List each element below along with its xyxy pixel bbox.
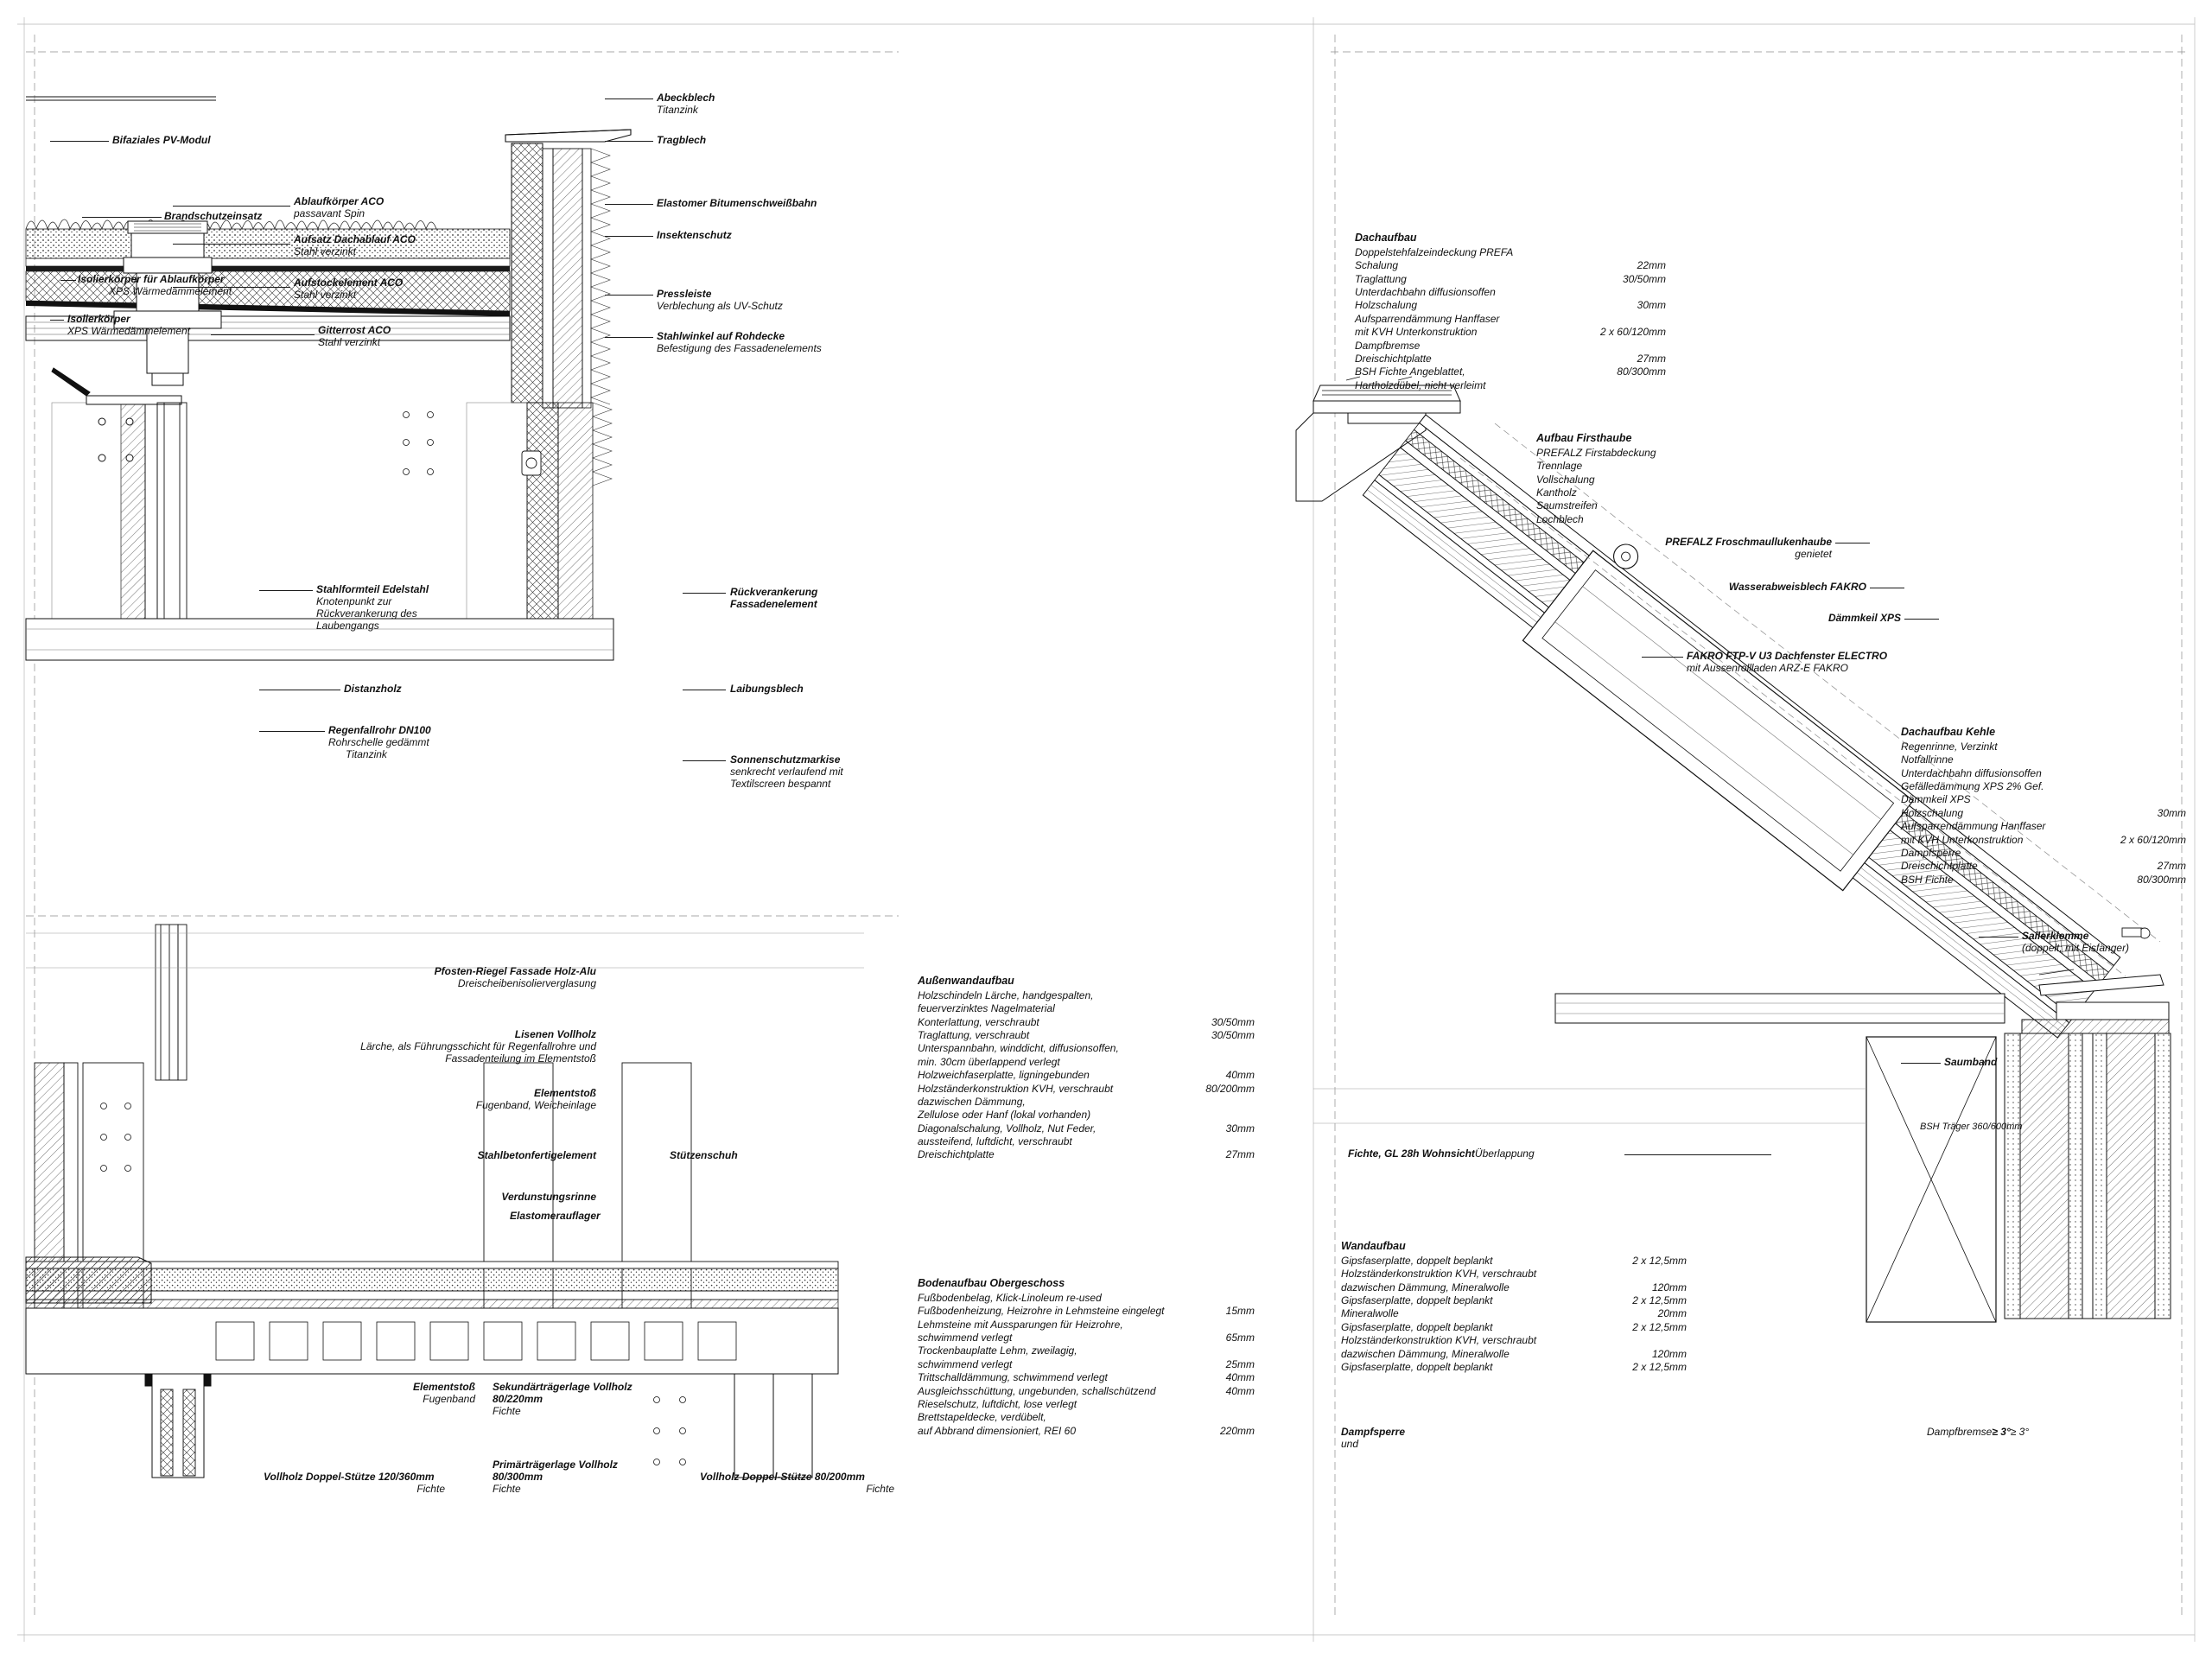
spec-row <box>918 989 1255 1002</box>
spec-row-text: Dampfbremse <box>1355 339 1421 352</box>
label-abdeckblech-sub: Titanzink <box>657 104 698 116</box>
label-sailerklemme-sub: (doppelt; mit Eisfänger) <box>2022 942 2130 954</box>
label-elementstoss-1: Elementstoß <box>533 1087 596 1099</box>
spec-row <box>1536 460 1744 473</box>
label-fakro-dachfenster: FAKRO FTP-V U3 Dachfenster ELECTRO <box>1687 650 1888 662</box>
spec-row <box>1341 1361 1687 1374</box>
spec-row-text: Gipsfaserplatte, doppelt beplankt <box>1341 1255 1493 1267</box>
spec-row-text: Gipsfaserplatte, doppelt beplankt <box>1341 1294 1493 1307</box>
leader-aufstock <box>173 287 290 288</box>
detail-floor-facade <box>0 916 950 1538</box>
spec-row-text: Gipsfaserplatte, doppelt beplankt <box>1341 1360 1493 1373</box>
spec-row-text: Mineralwolle <box>1341 1307 1399 1320</box>
leader-rueck <box>683 593 726 594</box>
spec-row <box>1355 273 1666 286</box>
spec-row <box>1341 1321 1687 1334</box>
leader-stahlformteil <box>259 590 313 591</box>
leader-pv <box>50 141 109 142</box>
spec-firsthaube <box>1536 432 1744 526</box>
spec-row-text: Hartholzdübel, nicht verleimt <box>1355 378 1486 391</box>
spec-row-value: 80/200mm <box>1205 1082 1255 1095</box>
spec-row-text: schwimmend verlegt <box>918 1357 1013 1370</box>
spec-row-text: Holzweichfaserplatte, ligningebunden <box>918 1069 1090 1082</box>
spec-row-value: 30/50mm <box>1211 1029 1255 1042</box>
spec-row <box>918 1056 1255 1069</box>
spec-row-text: Zellulose oder Hanf (lokal vorhanden) <box>918 1109 1091 1122</box>
label-elastomerauflager: Elastomerauflager <box>510 1210 601 1222</box>
spec-row <box>1355 313 1666 326</box>
spec-row-text: dazwischen Dämmung, Mineralwolle <box>1341 1281 1510 1294</box>
label-sekundaertraegerlage: Sekundärträgerlage Vollholz <box>493 1381 632 1393</box>
label-stahlformteil-edelstahl-sub2: Rückverankerung des <box>316 607 417 620</box>
leader-sailerklemme <box>1979 937 2018 938</box>
label-daemmkeil-xps: Dämmkeil XPS <box>1827 612 1901 624</box>
spec-title-dachaufbau-kehle: Dachaufbau Kehle <box>1901 726 1996 738</box>
spec-row-value: 2 x 12,5mm <box>1632 1320 1687 1333</box>
label-elementstoss-2: Elementstoß <box>412 1381 475 1393</box>
spec-row-value: 15mm <box>1225 1305 1255 1318</box>
label-pressleiste: Pressleiste <box>657 288 712 300</box>
label-bsh-traeger: Dampfsperre <box>1341 1426 1406 1438</box>
spec-row-value: 120mm <box>1651 1281 1687 1294</box>
spec-row-text: schwimmend verlegt <box>918 1332 1013 1344</box>
spec-row-text: Brettstapeldecke, verdübelt, <box>918 1411 1046 1424</box>
label-abdeckblech: Abeckblech <box>657 92 715 104</box>
leader-fakro <box>1642 657 1683 658</box>
spec-wandaufbau <box>1341 1240 1687 1374</box>
spec-row <box>1901 753 2186 766</box>
spec-row <box>1901 741 2186 753</box>
spec-row <box>1355 326 1666 339</box>
spec-row-text: Fußbodenbelag, Klick-Linoleum re-used <box>918 1292 1102 1304</box>
label-aufstockelement-aco: Aufstockelement ACO <box>294 276 404 289</box>
label-sonnenschutzmarkise: Sonnenschutzmarkise <box>730 753 841 766</box>
leader-daemmkeil <box>1904 619 1939 620</box>
spec-row <box>1341 1348 1687 1361</box>
label-regenfallrohr-sub1: Rohrschelle gedämmt <box>328 736 429 748</box>
label-pressleiste-sub: Verblechung als UV-Schutz <box>657 300 783 312</box>
spec-row-text: Holzständerkonstruktion KVH, verschraubt <box>1341 1268 1537 1281</box>
spec-row <box>1355 246 1666 259</box>
spec-row-text: Vollschalung <box>1536 473 1595 486</box>
spec-row-text: Holzschindeln Lärche, handgespalten, <box>918 989 1094 1001</box>
spec-row-value: 40mm <box>1225 1384 1255 1397</box>
spec-row <box>1341 1268 1687 1281</box>
spec-title-firsthaube: Aufbau Firsthaube <box>1536 432 1632 444</box>
spec-row-value: 30mm <box>2157 806 2186 819</box>
spec-row <box>1901 780 2186 793</box>
spec-row <box>918 1425 1255 1438</box>
leader-iso1 <box>60 280 76 281</box>
spec-row <box>1901 834 2186 847</box>
spec-title-wandaufbau: Wandaufbau <box>1341 1240 1406 1252</box>
leader-bsp <box>1624 1154 1771 1155</box>
label-bifaziales-pv-modul: Bifaziales PV-Modul <box>112 134 211 146</box>
label-lisenen-vollholz: Lisenen Vollholz <box>514 1028 596 1040</box>
spec-row <box>1355 299 1666 312</box>
label-pfosten-riegel-fassade: Pfosten-Riegel Fassade Holz-Alu <box>434 965 596 977</box>
spec-row <box>1901 874 2186 887</box>
spec-row-text: Ausgleichsschüttung, ungebunden, schallschützend <box>918 1384 1156 1397</box>
label-stahlformteil-edelstahl: Stahlformteil Edelstahl <box>316 583 429 595</box>
spec-row-value: 30/50mm <box>1211 1015 1255 1028</box>
label-aufstockelement-aco-sub: Stahl verzinkt <box>294 289 357 301</box>
spec-row-text: Holzschalung <box>1355 299 1418 312</box>
spec-row-text: Dreischichtplatte <box>1901 860 1978 873</box>
spec-row-text: Gefälledämmung XPS 2% Gef. <box>1901 780 2044 793</box>
label-primaertraegerlage-sub2: Fichte <box>493 1483 521 1495</box>
label-bsp-60-platte-normal: Überlappung <box>1474 1147 1535 1160</box>
label-lisenen-vollholz-sub2: Fassadenteilung im Elementstoß <box>445 1052 596 1065</box>
spec-row <box>1341 1334 1687 1347</box>
spec-row-text: Unterdachbahn diffusionsoffen <box>1355 286 1496 299</box>
label-stahlformteil-edelstahl-sub3: Laubengangs <box>316 620 379 632</box>
spec-dachaufbau-kehle <box>1901 726 2186 887</box>
spec-row-text: Holzschalung <box>1901 806 1964 819</box>
spec-row-value: 27mm <box>2157 860 2186 873</box>
label-vollholz-doppel-stuetze-120: Vollholz Doppel-Stütze 120/360mm <box>264 1471 435 1483</box>
label-bsp-60-platte <box>1348 1147 1535 1160</box>
spec-row-value: 120mm <box>1651 1347 1687 1360</box>
spec-row-text: PREFALZ Firstabdeckung <box>1536 447 1656 459</box>
label-bsh-traeger-sub: und <box>1341 1438 1359 1450</box>
spec-row <box>918 1411 1255 1424</box>
spec-row <box>918 1385 1255 1398</box>
spec-row-text: dazwischen Dämmung, Mineralwolle <box>1341 1347 1510 1360</box>
spec-row-text: Dreischichtplatte <box>918 1148 995 1161</box>
label-ablaufkoerper-aco: Ablaufkörper ACO <box>294 195 385 207</box>
label-sekundaertraegerlage-sub1: 80/220mm <box>493 1393 543 1405</box>
label-tragblech: Tragblech <box>657 134 707 146</box>
label-rueckverankerung: Rückverankerung <box>730 586 818 598</box>
spec-row-value: 30mm <box>1225 1122 1255 1135</box>
spec-row-text: mit KVH Unterkonstruktion <box>1355 326 1478 339</box>
spec-row <box>1536 499 1744 512</box>
label-bsp-60-platte-bold: Fichte, GL 28h Wohnsicht <box>1348 1147 1475 1160</box>
label-prefalz-froschmaullukenhaube: PREFALZ Froschmaullukenhaube <box>1665 536 1832 548</box>
leader-ablaufkoerper <box>173 206 290 207</box>
spec-row-value: 25mm <box>1225 1357 1255 1370</box>
leader-gitterrost <box>211 334 315 335</box>
label-stahlwinkel-auf-rohdecke-sub: Befestigung des Fassadenelements <box>657 342 822 354</box>
spec-row <box>918 1122 1255 1135</box>
spec-row-text: BSH Fichte <box>1901 873 1954 886</box>
leader-tragblech <box>605 141 653 142</box>
spec-row-text: Trennlage <box>1536 460 1583 473</box>
spec-row-text: Holzständerkonstruktion KVH, verschraubt <box>918 1082 1114 1095</box>
label-sonnenschutzmarkise-sub1: senkrecht verlaufend mit <box>730 766 843 778</box>
spec-row <box>1536 486 1744 499</box>
spec-row-text: Gipsfaserplatte, doppelt beplankt <box>1341 1320 1493 1333</box>
spec-row <box>1355 353 1666 365</box>
spec-row-text: Dämmkeil XPS <box>1901 793 1971 806</box>
spec-row <box>1536 474 1744 486</box>
spec-row-text: Dreischichtplatte <box>1355 352 1432 365</box>
spec-row-text: mit KVH Unterkonstruktion <box>1901 833 2024 846</box>
spec-row <box>918 1029 1255 1042</box>
spec-row-text: Unterdachbahn diffusionsoffen <box>1901 766 2042 779</box>
label-ablaufkoerper-aco-sub: passavant Spin <box>294 207 365 219</box>
label-sailerklemme: Sailerklemme <box>2022 930 2089 942</box>
spec-row <box>1341 1281 1687 1294</box>
label-isolierkoerper-fuer-ablaufkoerper-sub: XPS Wärmedämmelement <box>109 285 232 297</box>
label-regenfallrohr: Regenfallrohr DN100 <box>328 724 431 736</box>
label-stuetzenschuh: Stützenschuh <box>670 1149 738 1161</box>
label-lisenen-vollholz-sub1: Lärche, als Führungsschicht für Regenfallrohre und <box>360 1040 596 1052</box>
spec-row <box>918 1096 1255 1109</box>
spec-row-value: 2 x 12,5mm <box>1632 1255 1687 1267</box>
spec-row <box>1901 847 2186 860</box>
label-distanzholz: Distanzholz <box>344 683 402 695</box>
label-ueberlappung <box>1927 1426 2029 1438</box>
spec-row <box>918 1344 1255 1357</box>
label-prefalz-froschmaullukenhaube-sub: genietet <box>1795 548 1832 560</box>
leader-iso2 <box>50 320 64 321</box>
spec-row <box>918 1148 1255 1161</box>
label-stahlformteil-edelstahl-sub1: Knotenpunkt zur <box>316 595 392 607</box>
spec-row-text: Saumstreifen <box>1536 499 1598 512</box>
spec-row-text: BSH Fichte Angeblattet, <box>1355 365 1465 378</box>
leader-stahlwinkel <box>605 337 653 338</box>
spec-dachaufbau <box>1355 232 1666 392</box>
spec-row-text: feuerverzinktes Nagelmaterial <box>918 1002 1055 1015</box>
label-gitterrost-aco-sub: Stahl verzinkt <box>318 336 381 348</box>
label-elementstoss-1-sub: Fugenband, Weicheinlage <box>475 1099 596 1111</box>
spec-row <box>1536 447 1744 460</box>
spec-row-value: 2 x 60/120mm <box>2120 833 2186 846</box>
spec-row-text: Regenrinne, Verzinkt <box>1901 741 1998 753</box>
spec-title-bodenaufbau: Bodenaufbau Obergeschoss <box>918 1277 1065 1289</box>
spec-row-value: 22mm <box>1637 259 1666 272</box>
label-insektenschutz: Insektenschutz <box>657 229 732 241</box>
leader-pressleiste <box>605 295 653 296</box>
spec-row-text: Diagonalschalung, Vollholz, Nut Feder, <box>918 1122 1096 1135</box>
spec-row <box>918 1002 1255 1015</box>
spec-row-text: auf Abbrand dimensioniert, REI 60 <box>918 1424 1076 1437</box>
spec-row <box>1355 286 1666 299</box>
detail-roof-ridge-valley <box>1296 328 2212 1624</box>
spec-row <box>1341 1307 1687 1320</box>
leader-markise <box>683 760 726 761</box>
label-elementstoss-2-sub: Fugenband <box>423 1393 475 1405</box>
spec-row-text: Kantholz <box>1536 486 1577 499</box>
spec-row-value: 27mm <box>1637 352 1666 365</box>
spec-row-text: Aufsparrendämmung Hanffaser <box>1355 312 1500 325</box>
label-sonnenschutzmarkise-sub2: Textilscreen bespannt <box>730 778 831 790</box>
spec-row-text: aussteifend, luftdicht, verschraubt <box>918 1135 1072 1147</box>
spec-bodenaufbau <box>918 1277 1255 1438</box>
spec-row-text: Doppelstehfalzeindeckung PREFA <box>1355 246 1514 258</box>
spec-row-text: Trittschalldämmung, schwimmend verlegt <box>918 1371 1108 1384</box>
label-isolierkoerper-fuer-ablaufkoerper: Isolierkörper für Ablaufkörper <box>78 273 225 285</box>
spec-title-dachaufbau: Dachaufbau <box>1355 232 1417 244</box>
spec-row <box>918 1319 1255 1332</box>
label-primaertraegerlage-sub1: 80/300mm <box>493 1471 543 1483</box>
spec-row-value: 220mm <box>1219 1424 1255 1437</box>
spec-row <box>1341 1255 1687 1268</box>
label-sekundaertraegerlage-sub2: Fichte <box>493 1405 521 1417</box>
spec-row-text: Schalung <box>1355 259 1399 272</box>
spec-row <box>1536 513 1744 526</box>
spec-row <box>918 1305 1255 1318</box>
leader-insekten <box>605 236 653 237</box>
label-primaertraegerlage: Primärträgerlage Vollholz <box>493 1459 618 1471</box>
spec-row-value: 30/50mm <box>1622 272 1666 285</box>
label-rueckverankerung-sub: Fassadenelement <box>730 598 817 610</box>
leader-regenfallrohr <box>259 731 325 732</box>
spec-row <box>1355 259 1666 272</box>
spec-row-text: Aufsparrendämmung Hanffaser <box>1901 820 2046 833</box>
label-vollholz-doppel-stuetze-80: Vollholz Doppel-Stütze 80/200mm <box>700 1471 865 1483</box>
spec-row-text: Rieselschutz, luftdicht, lose verlegt <box>918 1397 1077 1410</box>
label-saumband: Saumband <box>1944 1056 1998 1068</box>
spec-row-value: 27mm <box>1225 1148 1255 1161</box>
spec-row-text: Lehmsteine mit Aussparungen für Heizrohre, <box>918 1318 1123 1331</box>
ueberlappung-part-b: ≥ 3° <box>1992 1426 2011 1438</box>
spec-row <box>918 1332 1255 1344</box>
spec-row-text: Fußbodenheizung, Heizrohre in Lehmsteine eingelegt <box>918 1305 1165 1318</box>
spec-row-value: 80/300mm <box>2137 873 2186 886</box>
spec-row <box>1901 793 2186 806</box>
spec-row <box>1355 365 1666 378</box>
spec-row-value: 20mm <box>1657 1307 1687 1320</box>
spec-title-aussenwandaufbau: Außenwandaufbau <box>918 975 1014 987</box>
spec-row-value: 65mm <box>1225 1332 1255 1344</box>
leader-aufsatz <box>173 244 290 245</box>
spec-row-text: dazwischen Dämmung, <box>918 1095 1026 1108</box>
spec-row-text: Trockenbauplatte Lehm, zweilagig, <box>918 1344 1077 1357</box>
spec-row <box>918 1292 1255 1305</box>
spec-row <box>1901 860 2186 873</box>
spec-row <box>918 1135 1255 1148</box>
spec-row-text: Unterspannbahn, winddicht, diffusionsoffen, <box>918 1042 1119 1055</box>
ueberlappung-part-c: ≥ 3° <box>2010 1426 2030 1438</box>
spec-row-value: 2 x 12,5mm <box>1632 1360 1687 1373</box>
label-pfosten-riegel-fassade-sub: Dreischeibenisolierverglasung <box>457 977 596 989</box>
spec-row <box>1901 767 2186 780</box>
label-verdunstungsrinne: Verdunstungsrinne <box>501 1191 596 1203</box>
spec-row-text: Traglattung, verschraubt <box>918 1029 1030 1042</box>
label-aufsatz-dachablauf-aco: Aufsatz Dachablauf ACO <box>294 233 416 245</box>
label-isolierkoerper-sub: XPS Wärmedämmelement <box>67 325 191 337</box>
spec-row-text: min. 30cm überlappend verlegt <box>918 1055 1060 1068</box>
label-gefaelle: BSH Träger 360/600mm <box>1920 1122 2023 1132</box>
spec-row <box>918 1109 1255 1122</box>
spec-row-text: Dampfsperre <box>1901 846 1961 859</box>
spec-row-text: Lochblech <box>1536 512 1584 525</box>
spec-aussenwandaufbau <box>918 975 1255 1162</box>
spec-row <box>918 1358 1255 1371</box>
label-vollholz-doppel-stuetze-80-sub: Fichte <box>866 1483 894 1495</box>
label-regenfallrohr-sub2: Titanzink <box>346 748 387 760</box>
spec-row <box>918 1016 1255 1029</box>
spec-row <box>918 1069 1255 1082</box>
spec-row <box>918 1083 1255 1096</box>
label-vollholz-doppel-stuetze-120-sub: Fichte <box>416 1483 445 1495</box>
label-fakro-dachfenster-sub: mit Aussenrollladen ARZ-E FAKRO <box>1687 662 1848 674</box>
spec-row-value: 2 x 12,5mm <box>1632 1294 1687 1307</box>
leader-bitumen <box>605 204 653 205</box>
spec-row <box>1341 1294 1687 1307</box>
spec-row-value: 80/300mm <box>1617 365 1666 378</box>
label-brandschutzeinsatz: Brandschutzeinsatz <box>164 210 263 222</box>
label-aufsatz-dachablauf-aco-sub: Stahl verzinkt <box>294 245 357 257</box>
spec-row-value: 40mm <box>1225 1371 1255 1384</box>
spec-row <box>1901 820 2186 833</box>
spec-row <box>1355 340 1666 353</box>
spec-row <box>918 1371 1255 1384</box>
spec-row <box>918 1042 1255 1055</box>
label-elastomer-bitumenschweissbahn: Elastomer Bitumenschweißbahn <box>657 197 817 209</box>
spec-row-text: Traglattung <box>1355 272 1407 285</box>
spec-row <box>918 1398 1255 1411</box>
spec-row <box>1355 379 1666 392</box>
leader-brandschutz <box>82 217 162 218</box>
spec-row-text: Notfallrinne <box>1901 753 1954 766</box>
ueberlappung-part-a: Dampfbremse <box>1927 1426 1993 1438</box>
spec-row <box>1901 807 2186 820</box>
spec-row-text: Konterlattung, verschraubt <box>918 1015 1039 1028</box>
spec-row-value: 40mm <box>1225 1069 1255 1082</box>
label-isolierkoerper: Isolierkörper <box>67 313 130 325</box>
leader-saumband <box>1901 1063 1941 1064</box>
label-stahlbetonfertigelement: Stahlbetonfertigelement <box>477 1149 596 1161</box>
label-wasserabweisblech-fakro: Wasserabweisblech FAKRO <box>1728 581 1866 593</box>
spec-row-text: Holzständerkonstruktion KVH, verschraubt <box>1341 1334 1537 1347</box>
spec-row-value: 30mm <box>1637 299 1666 312</box>
label-stahlwinkel-auf-rohdecke: Stahlwinkel auf Rohdecke <box>657 330 785 342</box>
label-laibungsblech: Laibungsblech <box>730 683 804 695</box>
label-gitterrost-aco: Gitterrost ACO <box>318 324 391 336</box>
spec-row-value: 2 x 60/120mm <box>1599 326 1666 339</box>
